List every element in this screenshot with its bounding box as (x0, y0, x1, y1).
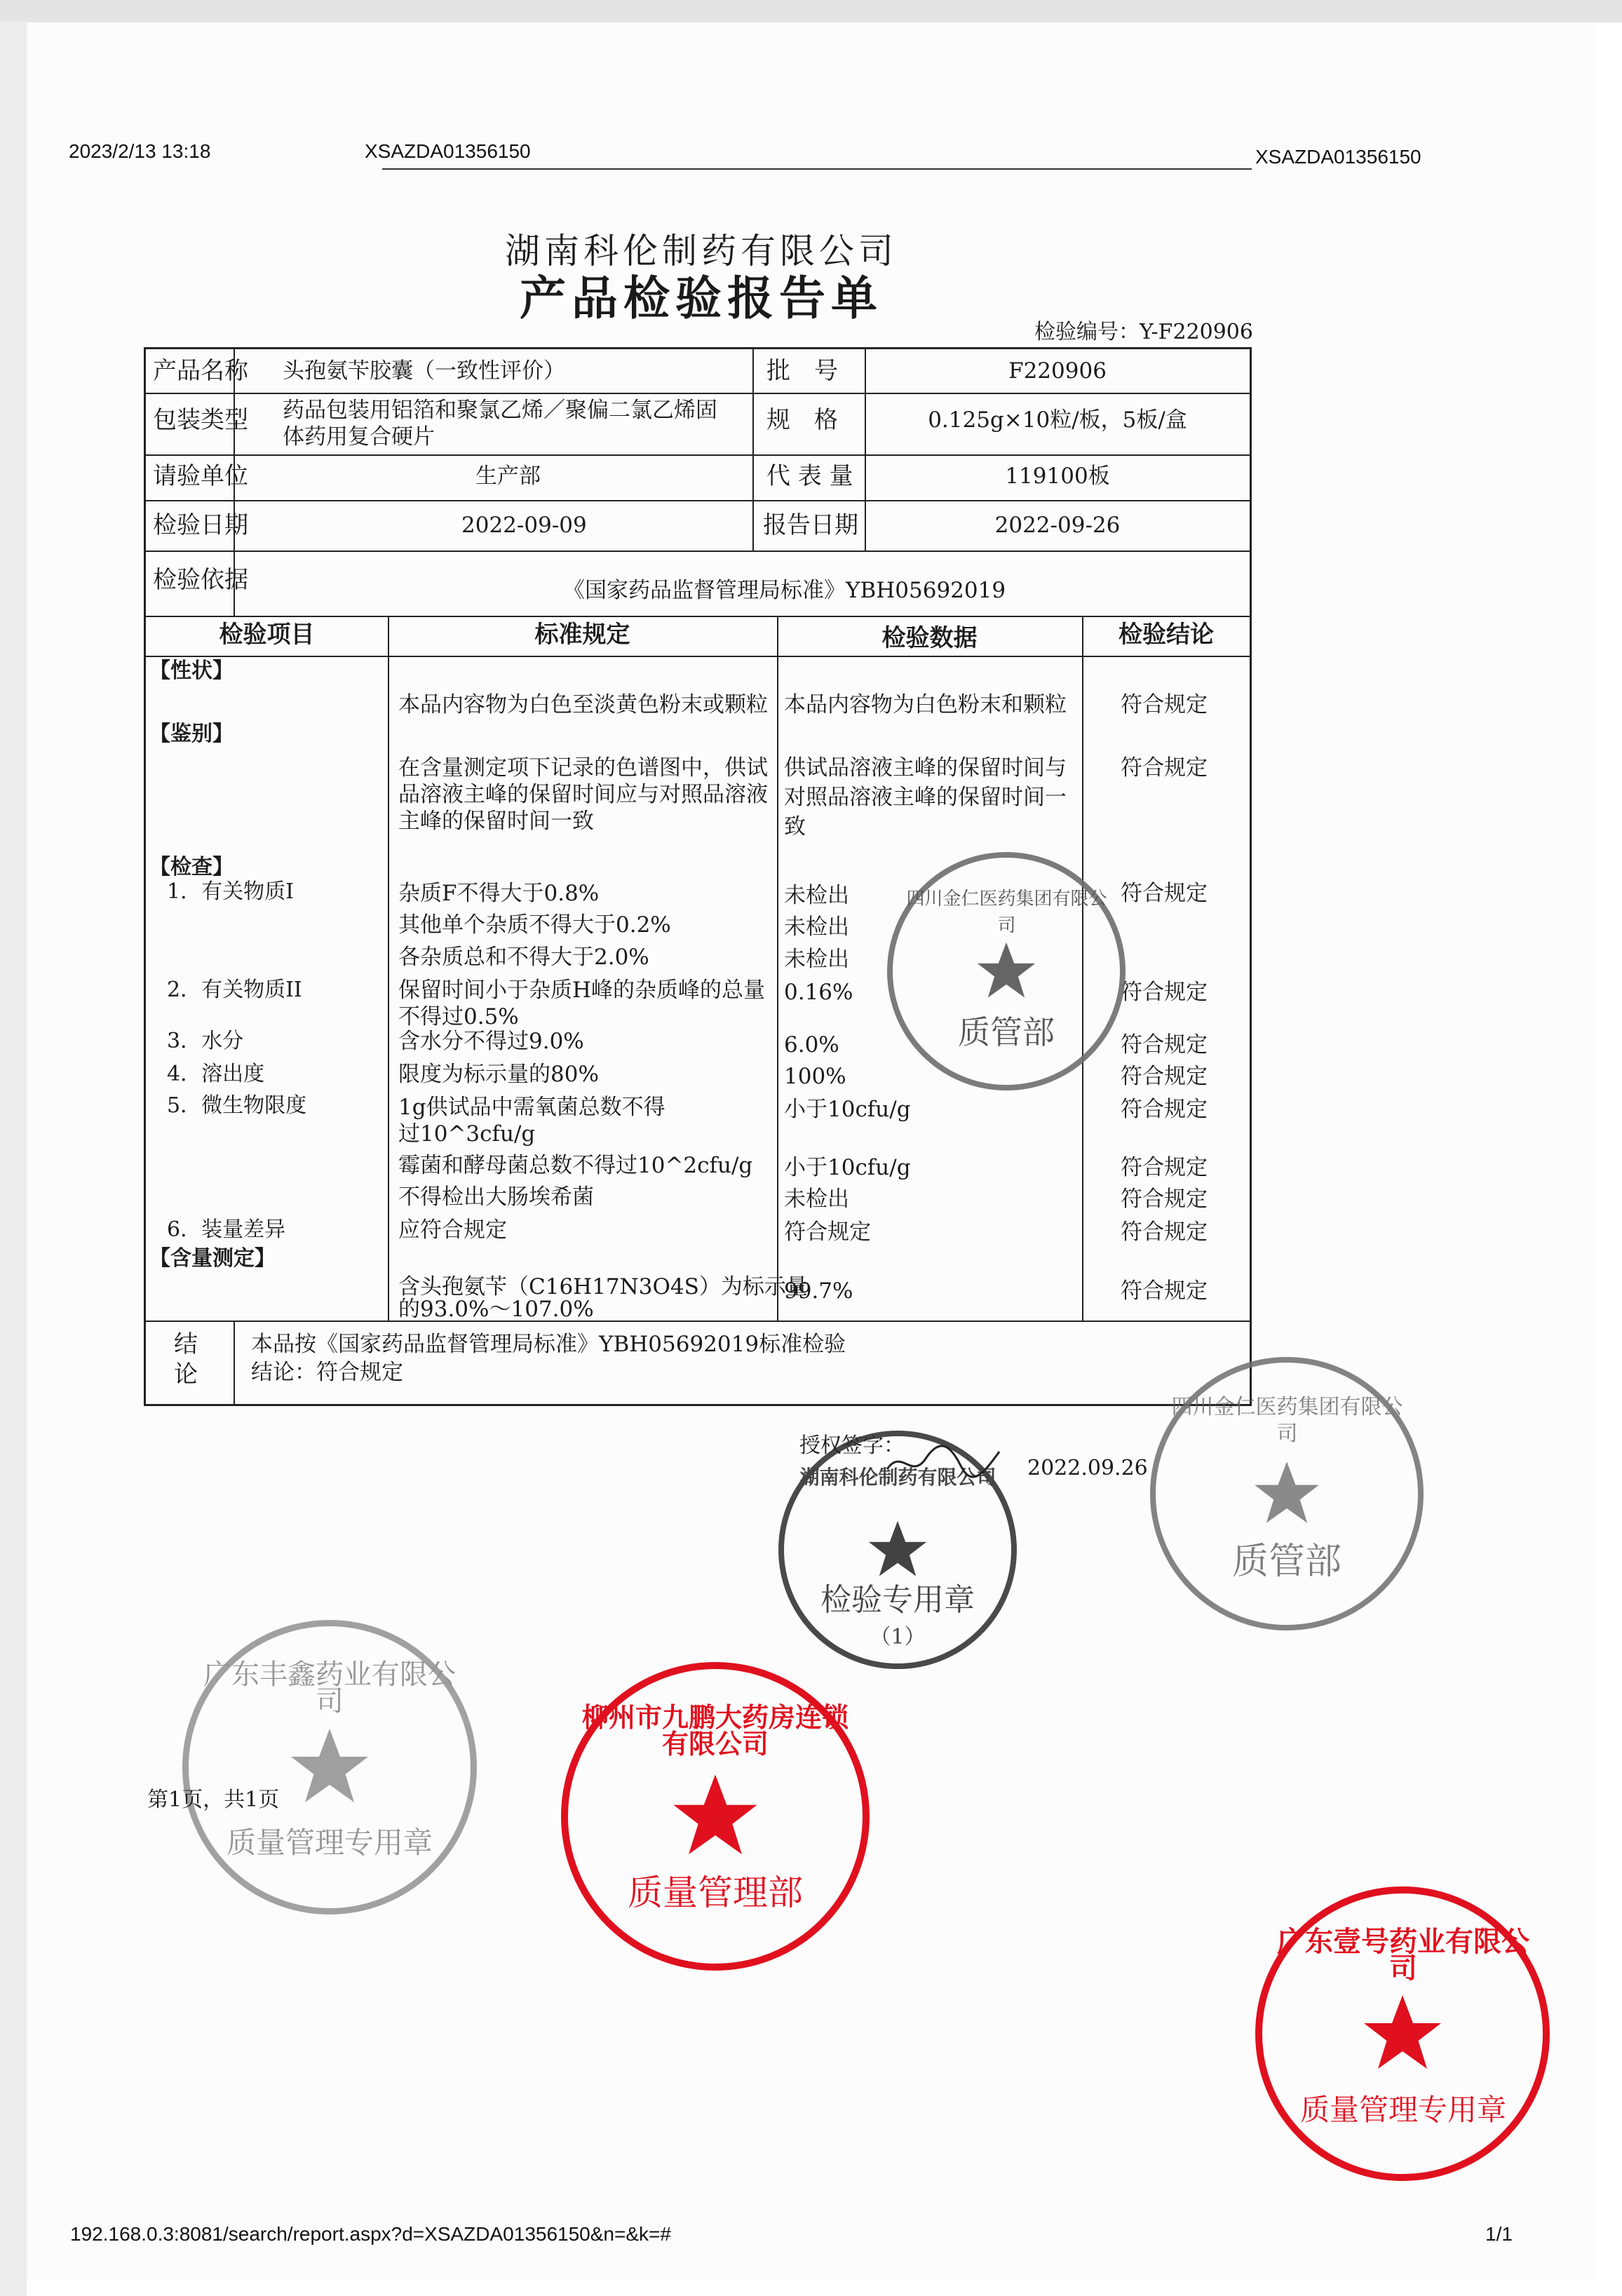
section-appearance: 【性状】 (149, 659, 234, 683)
star-icon (1252, 1459, 1322, 1529)
r5a-res: 符合规定 (1121, 1097, 1208, 1122)
stamp-jinren-qa-1-org: 四川金仁医药集团有限公司 (906, 889, 1107, 936)
r1-item: 1．有关物质I (167, 879, 294, 904)
stamp-fengxin-qa-org: 广东丰鑫药业有限公司 (203, 1659, 456, 1717)
ident-std-3: 主峰的保留时间一致 (398, 809, 594, 834)
r3-data: 6.0% (784, 1032, 839, 1058)
conclusion-line-2: 结论：符合规定 (251, 1360, 403, 1385)
r3-std: 含水分不得过9.0% (398, 1029, 584, 1054)
r2-std-1: 保留时间小于杂质H峰的杂质峰的总量 (398, 978, 766, 1003)
r6-std: 应符合规定 (398, 1217, 507, 1243)
basis: 《国家药品监督管理局标准》YBH05692019 (563, 578, 1006, 603)
r6-item: 6．装量差异 (167, 1217, 286, 1242)
r2-item: 2．有关物质II (167, 978, 302, 1002)
ident-std-2: 品溶液主峰的保留时间应与对照品溶液 (398, 782, 768, 807)
product-name: 头孢氨苄胶囊（一致性评价） (283, 358, 565, 384)
r5a-data: 小于10cfu/g (784, 1097, 911, 1122)
ident-data-1: 供试品溶液主峰的保留时间与 (784, 755, 1067, 781)
r5a-std-1: 1g供试品中需氧菌总数不得 (398, 1095, 665, 1120)
r4-item: 4．溶出度 (167, 1062, 265, 1086)
label-package: 包装类型 (153, 406, 248, 434)
label-batch: 批 号 (766, 357, 838, 385)
report-table (144, 347, 1252, 1406)
stamp-yihao-qa-dept: 质量管理专用章 (1299, 2093, 1506, 2127)
r1-res: 符合规定 (1121, 881, 1208, 906)
label-basis: 检验依据 (153, 566, 248, 594)
appearance-data: 本品内容物为白色粉末和颗粒 (784, 692, 1067, 717)
r2-std-2: 不得过0.5% (398, 1004, 519, 1029)
company-name: 湖南科伦制药有限公司 (505, 231, 898, 271)
doc-id-left: XSAZDA01356150 (365, 140, 531, 162)
stamp-liuzhou-qa-org: 柳州市九鹏大药房连锁有限公司 (582, 1701, 849, 1760)
batch-number: F220906 (1008, 358, 1107, 384)
footer-url: 192.168.0.3:8081/search/report.aspx?d=XSAZDA01356150&n=&k=# (70, 2223, 671, 2245)
sign-label: 授权签字： (799, 1433, 905, 1458)
ident-data-3: 致 (784, 814, 806, 839)
spec: 0.125g×10粒/板，5板/盒 (928, 407, 1187, 433)
footer-page: 1/1 (1485, 2223, 1513, 2245)
col-conclusion: 检验结论 (1118, 621, 1214, 649)
r4-std: 限度为标示量的80% (398, 1062, 599, 1087)
r6-res: 符合规定 (1121, 1220, 1208, 1245)
r1b-std: 其他单个杂质不得大于0.2% (398, 912, 671, 938)
page-info: 第1页，共1页 (147, 1788, 280, 1812)
test-date: 2022-09-09 (461, 513, 587, 538)
appearance-res: 符合规定 (1121, 692, 1208, 717)
stamp-jinren-qa-1-dept: 质管部 (958, 1013, 1055, 1051)
assay-std-1: 含头孢氨苄（C16H17N3O4S）为标示量 (398, 1274, 808, 1299)
conclusion-line-1: 本品按《国家药品监督管理局标准》YBH05692019标准检验 (251, 1332, 846, 1357)
page-title: 产品检验报告单 (520, 271, 883, 325)
stamp-jinren-qa-2-dept: 质管部 (1231, 1541, 1341, 1583)
r1c-data: 未检出 (784, 947, 849, 972)
star-icon (288, 1725, 372, 1809)
r5c-res: 符合规定 (1121, 1187, 1208, 1212)
star-icon (975, 940, 1038, 1003)
r1b-data: 未检出 (784, 914, 849, 940)
star-icon (866, 1518, 929, 1581)
r3-res: 符合规定 (1121, 1032, 1208, 1058)
stamp-jinren-qa-2 (1150, 1357, 1424, 1630)
r5b-res: 符合规定 (1121, 1155, 1208, 1180)
ident-data-2: 对照品溶液主峰的保留时间一 (784, 785, 1067, 810)
r3-item: 3．水分 (167, 1029, 244, 1053)
stamp-fengxin-qa (182, 1620, 477, 1915)
assay-std-2: 的93.0%～107.0% (398, 1297, 594, 1322)
doc-id-right: XSAZDA01356150 (1255, 146, 1421, 168)
label-spec: 规 格 (766, 406, 838, 434)
sign-date: 2022.09.26 (1027, 1456, 1148, 1480)
r4-data: 100% (784, 1064, 846, 1089)
r5-item: 5．微生物限度 (167, 1093, 307, 1118)
assay-res: 符合规定 (1121, 1278, 1208, 1304)
star-icon (670, 1771, 761, 1862)
stamp-liuzhou-qa-dept: 质量管理部 (628, 1872, 803, 1913)
stamp-kelun-inspection (778, 1431, 1017, 1669)
label-quantity: 代 表 量 (766, 462, 853, 490)
report-date: 2022-09-26 (994, 513, 1121, 538)
r5a-std-2: 过10^3cfu/g (398, 1121, 536, 1147)
stamp-liuzhou-qa (561, 1662, 870, 1971)
label-report-date: 报告日期 (763, 511, 858, 539)
stamp-yihao-qa-org: 广东壹号药业有限公司 (1277, 1925, 1529, 1985)
package-line-2: 体药用复合硬片 (283, 424, 435, 450)
stamp-kelun-inspection-num: （1） (870, 1625, 926, 1649)
ident-std-1: 在含量测定项下记录的色谱图中，供试 (398, 755, 768, 781)
appearance-std: 本品内容物为白色至淡黄色粉末或颗粒 (398, 692, 768, 717)
r4-res: 符合规定 (1121, 1064, 1208, 1089)
col-item: 检验项目 (219, 621, 315, 649)
package-line-1: 药品包装用铝箔和聚氯乙烯／聚偏二氯乙烯固 (283, 398, 717, 423)
header-rule (382, 168, 1252, 170)
section-inspection: 【检查】 (149, 855, 234, 879)
r1a-data: 未检出 (784, 883, 849, 908)
print-datetime: 2023/2/13 13:18 (69, 140, 211, 162)
ident-res: 符合规定 (1121, 755, 1208, 781)
assay-data: 99.7% (784, 1278, 853, 1304)
quantity: 119100板 (1005, 464, 1110, 489)
r5b-data: 小于10cfu/g (784, 1155, 911, 1180)
r2-data: 0.16% (784, 980, 853, 1005)
report-code: 检验编号：Y-F220906 (1034, 320, 1253, 344)
r6-data: 符合规定 (784, 1220, 871, 1245)
star-icon (1360, 1992, 1445, 2076)
stamp-kelun-inspection-dept: 检验专用章 (820, 1582, 975, 1618)
r1a-std: 杂质F不得大于0.8% (398, 881, 600, 906)
section-identification: 【鉴别】 (149, 722, 234, 746)
conclusion-label-1: 结 (174, 1330, 198, 1358)
label-product-name: 产品名称 (153, 357, 248, 385)
r5c-data: 未检出 (784, 1187, 849, 1212)
stamp-kelun-inspection-org: 湖南科伦制药有限公司 (799, 1466, 996, 1489)
r5c-std: 不得检出大肠埃希菌 (398, 1184, 594, 1210)
scan-border-left (0, 21, 27, 2296)
label-test-date: 检验日期 (153, 511, 248, 539)
r2-res: 符合规定 (1121, 980, 1208, 1005)
requester: 生产部 (475, 464, 541, 489)
stamp-jinren-qa-2-org: 四川金仁医药集团有限公司 (1171, 1395, 1403, 1446)
r1c-std: 各杂质总和不得大于2.0% (398, 945, 649, 970)
col-standard: 标准规定 (534, 621, 630, 649)
r5b-std: 霉菌和酵母菌总数不得过10^2cfu/g (398, 1153, 753, 1178)
scan-border-top (0, 0, 1622, 22)
section-assay: 【含量测定】 (149, 1246, 276, 1271)
stamp-jinren-qa-1 (887, 852, 1126, 1090)
conclusion-label-2: 论 (174, 1360, 198, 1389)
stamp-yihao-qa (1255, 1886, 1550, 2181)
label-requester: 请验单位 (153, 462, 248, 490)
stamp-fengxin-qa-dept: 质量管理专用章 (226, 1825, 433, 1860)
col-data: 检验数据 (881, 624, 978, 652)
